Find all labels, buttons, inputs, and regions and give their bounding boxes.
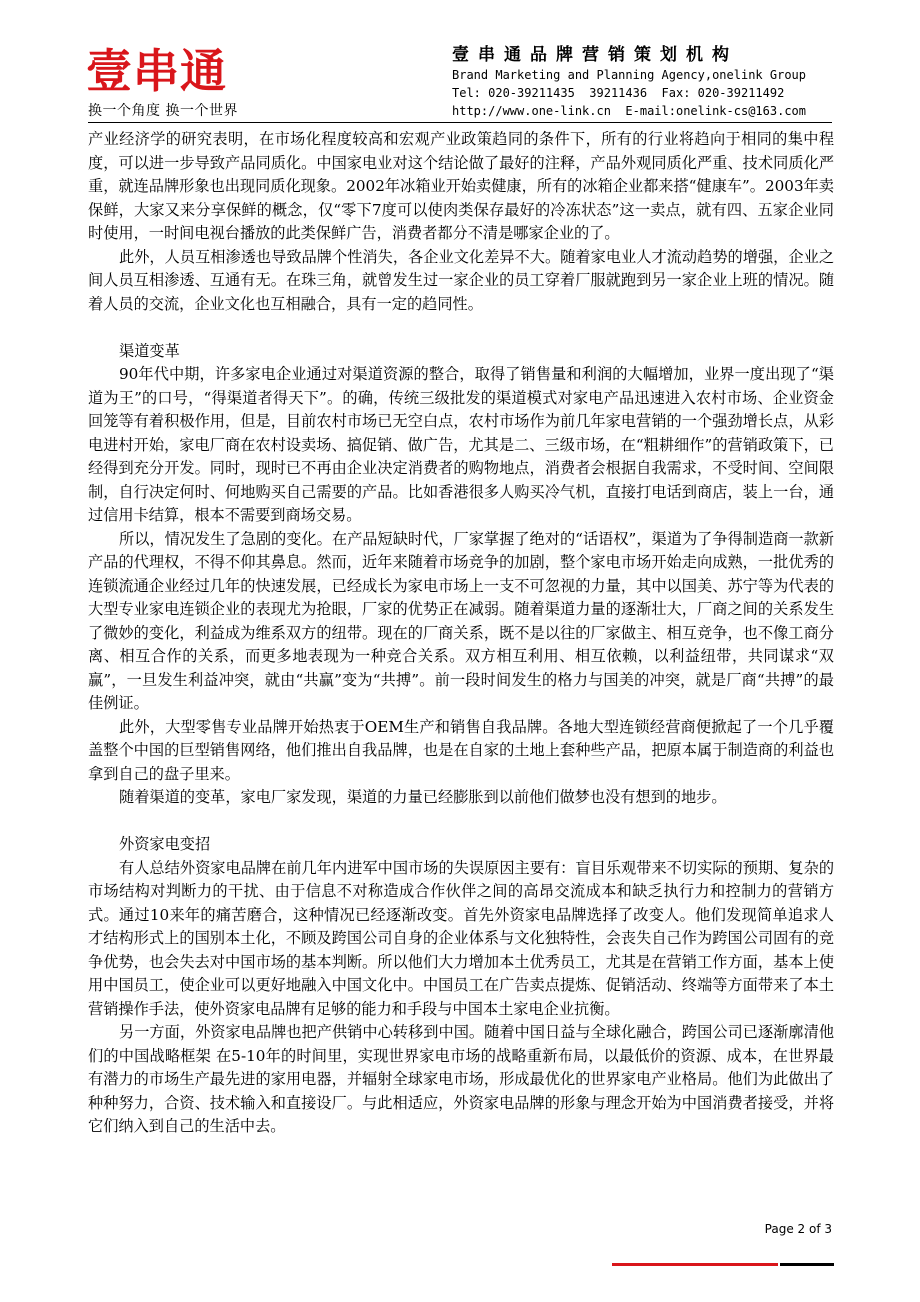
header-divider (88, 122, 832, 123)
section-heading: 渠道变革 (119, 341, 180, 360)
contact-phone: Tel: 020-39211435 39211436 Fax: 020-39211492 (452, 86, 785, 100)
paragraph: 90年代中期，许多家电企业通过对渠道资源的整合，取得了销售量和利润的大幅增加，业界一度出现了“渠道为王”的口号，“得渠道者得天下”。的确，传统三级批发的渠道模式对家电产品迅速进入农村市场、企业资金回笼等有着积极作用，但是，目前农村市场已无空白点，农村市场作为前几年家电营销的一个强劲增长点，从彩电进村开始，家电厂商在农村设卖场、搞促销、做广告，尤其是二、三级市场，在“粗耕细作”的营销政策下，已经得到充分开发。同时，现时已不再由企业决定消费者的购物地点，消费者会根据自我需求，不受时间、空间限制，自行决定何时、何地购买自己需要的产品。比如香港很多人购买冷气机，直接打电话到商店，装上一台，通过信用卡结算，根本不需要到商场交易。 (88, 365, 834, 524)
footer-dark-bar (780, 1263, 834, 1266)
agency-name-en: Brand Marketing and Planning Agency,onelink Group (452, 68, 807, 82)
paragraph: 此外，大型零售专业品牌开始热衷于OEM生产和销售自我品牌。各地大型连锁经营商便掀起了一个几乎覆盖整个中国的巨型销售网络，他们推出自我品牌，也是在自家的土地上套种些产品，把原本属于制造商的利益也拿到自己的盘子里来。 (88, 717, 834, 783)
paragraph: 有人总结外资家电品牌在前几年内进军中国市场的失误原因主要有：盲目乐观带来不切实际的预期、复杂的市场结构对判断力的干扰、由于信息不对称造成合作伙伴之间的高昂交流成本和缺乏执行力和控制力的营销方式。通过10来年的痛苦磨合，这种情况已经逐渐改变。首先外资家电品牌选择了改变人。他们发现简单追求人才结构形式上的国别本土化，不顾及跨国公司自身的企业体系与文化独特性，会丧失自己作为跨国公司固有的竞争优势，也会失去对中国市场的基本判断。所以他们大力增加本土优秀员工，尤其是在营销工作方面，基本上使用中国员工，使企业可以更好地融入中国文化中。中国员工在广告卖点提炼、促销活动、终端等方面带来了本土营销操作手法，使外资家电品牌有足够的能力和手段与中国本土家电企业抗衡。 (88, 858, 834, 1018)
agency-name-cn: 壹串通品牌营销策划机构 (452, 45, 738, 65)
paragraph: 此外，人员互相渗透也导致品牌个性消失，各企业文化差异不大。随着家电业人才流动趋势的增强，企业之间人员互相渗透、互通有无。在珠三角，就曾发生过一家企业的员工穿着厂服就跑到另一家企业上班的情况。随着人员的交流，企业文化也互相融合，具有一定的趋同性。 (88, 247, 834, 313)
page-number: Page 2 of 3 (764, 1222, 832, 1236)
paragraph: 所以，情况发生了急剧的变化。在产品短缺时代，厂家掌握了绝对的“话语权”，渠道为了争得制造商一款新产品的代理权，不得不仰其鼻息。然而，近年来随着市场竞争的加剧，整个家电市场开始走向成熟，一批优秀的连锁流通企业经过几年的快速发展，已经成长为家电市场上一支不可忽视的力量，其中以国美、苏宁等为代表的大型专业家电连锁企业的表现尤为抢眼，厂家的优势正在减弱。随着渠道力量的逐渐壮大，厂商之间的关系发生了微妙的变化，利益成为维系双方的纽带。现在的厂商关系，既不是以往的厂家做主、相互竞争，也不像工商分离、相互合作的关系，而更多地表现为一种竞合关系。双方相互利用、相互依赖，以利益纽带，共同谋求“双赢”，一旦发生利益冲突，就由“共赢”变为“共搏”。前一段时间发生的格力与国美的冲突，就是厂商“共搏”的最佳例证。 (88, 529, 834, 712)
page-header (0, 0, 920, 120)
paragraph: 产业经济学的研究表明，在市场化程度较高和宏观产业政策趋同的条件下，所有的行业将趋向于相同的集中程度，可以进一步导致产品同质化。中国家电业对这个结论做了最好的注释，产品外观同质化严重、技术同质化严重，就连品牌形象也出现同质化现象。2002年冰箱业开始卖健康，所有的冰箱企业都来搭“健康车”。2003年卖保鲜，大家又来分享保鲜的概念，仅“零下7度可以使肉类保存最好的冷冻状态”这一卖点，就有四、五家企业同时使用，一时间电视台播放的此类保鲜广告，消费者都分不清是哪家企业的了。 (88, 130, 834, 242)
brand-logo: 壹串通 (86, 44, 227, 98)
paragraph: 另一方面，外资家电品牌也把产供销中心转移到中国。随着中国日益与全球化融合，跨国公司已逐渐廓清他们的中国战略框架 在5-10年的时间里，实现世界家电市场的战略重新布局，以最低价的资源、成本，在世界最有潜力的市场生产最先进的家用电器，并辐射全球家电市场，形成最优化的世界家电产业格局。他们为此做出了种种努力，合资、技术输入和直接设厂。与此相适应，外资家电品牌的形象与理念开始为中国消费者接受，并将它们纳入到自己的生活中去。 (88, 1023, 834, 1135)
document-body (88, 128, 834, 1139)
brand-slogan: 换一个角度 换一个世界 (88, 103, 238, 119)
footer-accent-bar (612, 1263, 778, 1266)
section-heading: 外资家电变招 (119, 835, 211, 853)
agency-info (452, 44, 832, 120)
paragraph: 随着渠道的变革，家电厂家发现，渠道的力量已经膨胀到以前他们做梦也没有想到的地步。 (119, 788, 727, 806)
contact-web: http://www.one-link.cn E-mail:onelink-cs@163.com (452, 104, 807, 118)
